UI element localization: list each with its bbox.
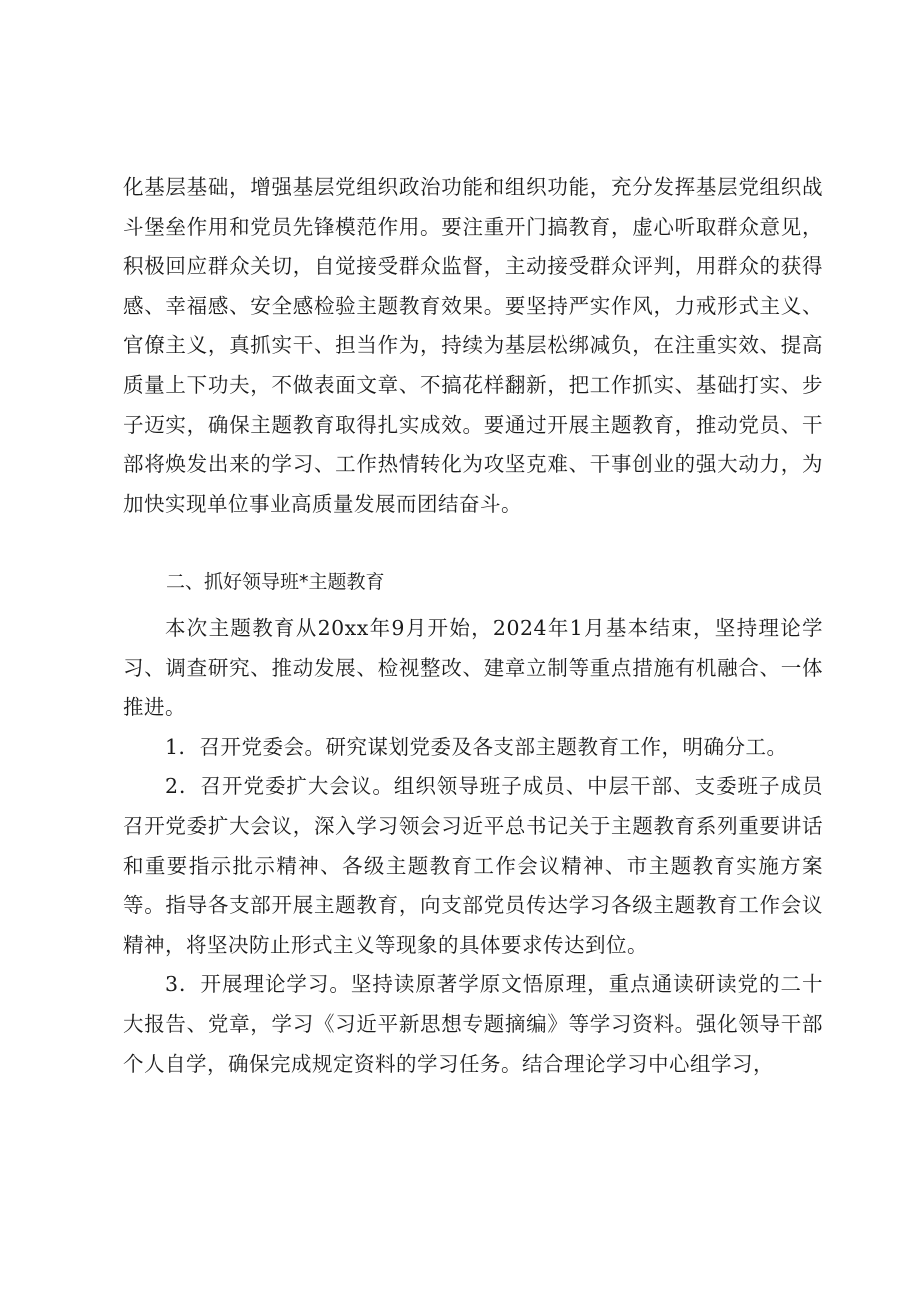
list-item-1: 1．召开党委会。研究谋划党委及各支部主题教育工作，明确分工。 [165,734,788,759]
body-paragraph: 化基层基础，增强基层党组织政治功能和组织功能，充分发挥基层党组织战斗堡垒作用和党员先锋模范作用。要注重开门搞教育，虚心听取群众意见，积极回应群众关切，自觉接受群众监督，主动接受群众评判，用群众的获得感、幸福感、安全感检验主题教育效果。要坚持严实作风，力戒形式主义、官僚主义，真抓实干、担当作为，持续为基层松绑减负，在注重实效、提高质量上下功夫，不做表面文章、不搞花样翻新，把工作抓实、基础打实、步子迈实，确保主题教育取得扎实成效。要通过开展主题教育，推动党员、干部将焕发出来的学习、工作热情转化为攻坚克难、干事创业的强大动力，为加快实现单位事业高质量发展而团结奋斗。 [123,175,823,516]
list-item-2: 2．召开党委扩大会议。组织领导班子成员、中层干部、支委班子成员召开党委扩大会议，深入学习领会习近平总书记关于主题教育系列重要讲话和重要指示批示精神、各级主题教育工作会议精神、市主题教育实施方案等。指导各支部开展主题教育，向支部党员传达学习各级主题教育工作会议精神，将坚决防止形式主义等现象的具体要求传达到位。 [123,774,823,957]
paragraph-block-1 [123,168,823,524]
body-paragraph: 本次主题教育从20xx年9月开始，2024年1月基本结束，坚持理论学习、调查研究、推动发展、检视整改、建章立制等重点措施有机融合、一体推进。 [123,616,823,720]
section-heading: 二、抓好领导班*主题教育 [166,571,385,593]
paragraph-block-2 [123,609,823,1084]
list-item-3: 3．开展理论学习。坚持读原著学原文悟原理，重点通读研读党的二十大报告、党章，学习《习近平新思想专题摘编》等学习资料。强化领导干部个人自学，确保完成规定资料的学习任务。结合理论学习中心组学习， [123,972,823,1076]
